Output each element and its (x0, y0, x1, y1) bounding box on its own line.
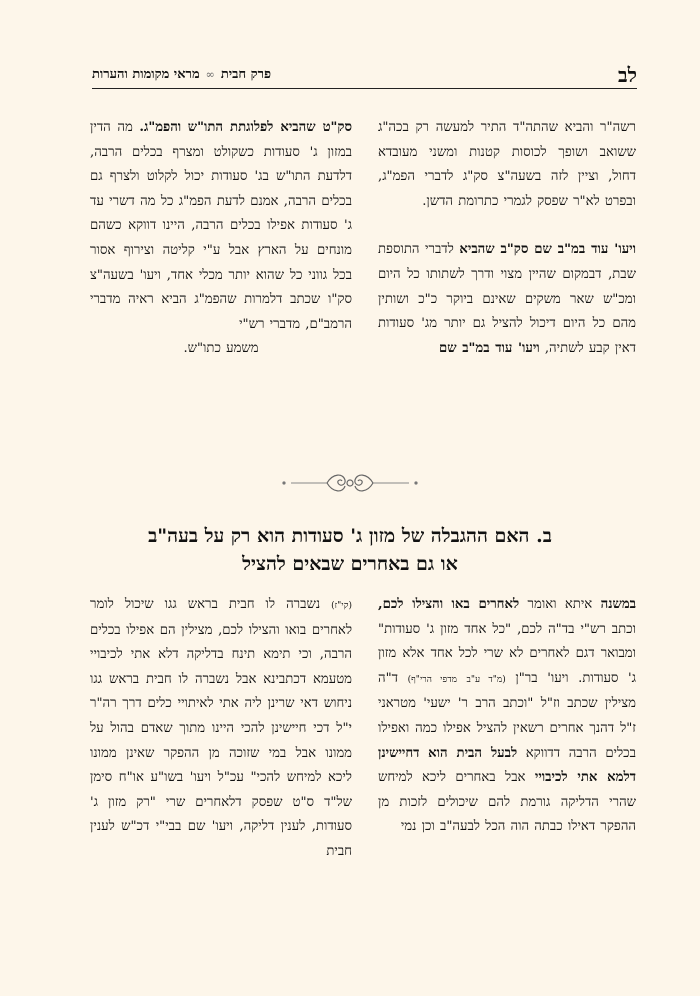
paragraph (90, 593, 352, 865)
text-line: שהיין מצוי ודרך לשתותו כל היום (378, 266, 556, 282)
text-line: כלים דרך רה"ר י"ל דכי חיישינן להכי (90, 696, 352, 736)
text-line: כשקולט ומצרף בכלים הרבה, דלדעת (90, 144, 352, 185)
running-header (92, 64, 637, 86)
text-line: נשברה לו חבית בראש גגו שיכול (124, 597, 332, 612)
section-title-header: מראי מקומות והערות (92, 67, 200, 82)
header-rule (92, 88, 637, 89)
text-line: הם אפילו בכלים הרבה, וכי תימא תינח (90, 622, 352, 663)
text-line: רק בכה"ג ששואב ושופך לכוסות (378, 120, 636, 160)
header-separator-ornament: ∞ (205, 68, 215, 81)
text-line: לדברי התוספת שבת, דבמקום (378, 242, 636, 282)
text-line: מה הדין במזון ג' סעודות (90, 120, 352, 160)
text-line: אבל (505, 770, 535, 786)
chapter-title: פרק חבית (220, 67, 272, 82)
text-line: אפילו בכלים הרבה, היינו דווקא (128, 218, 295, 234)
paragraph (378, 116, 636, 214)
text-line: וכתב רש"י (580, 621, 637, 637)
text-line: בדליקה דלא אתי לכיבויי מטעמא (90, 647, 352, 687)
bold-quote: והצילו לכם, (378, 597, 444, 612)
text-line: היינו מתוך שאדם בהול על ממונו אבל (90, 720, 352, 761)
bold-quote: דחיישינן דלמא אתי לכיבויי (378, 745, 636, 786)
paragraph-last-line: משמע כתו"ש. (183, 341, 259, 357)
paragraph-gap (378, 214, 636, 238)
text-line: קליטה וצירוף אסור בכל גווני כל (90, 242, 352, 283)
text-line: במי שזוכה מן ההפקר שאינן ממונו (90, 745, 287, 761)
column-top-left (90, 116, 352, 362)
text-line: בד"ה לכם, "כל אחד מזון ג' סעודות" (378, 621, 575, 637)
section-heading (100, 522, 600, 578)
column-bottom-left (90, 593, 352, 865)
text-line: דכתבינא אבל נשברה לו חבית בראש (109, 671, 307, 687)
text-line: לומר לאחרים בואו והצילו לכם, מצילין (90, 597, 352, 638)
small-reference: (קי"ז) (331, 601, 352, 611)
text-line: ד"ה מצילין שכתב וז"ל (378, 670, 636, 712)
text-line: ולצרף גם בכלים הרבה, אמנם לדעת (90, 169, 352, 209)
text-line: רשה"ר והביא שהתה"ד התיר למעשה (435, 120, 636, 135)
text-line: קבע לשתיה, (539, 340, 610, 356)
text-line: "וכתב הרב ר' ישעי' מטראני ז"ל דהנך (378, 696, 636, 736)
page-number: לב (618, 63, 637, 87)
text-line: שהוא יותר מכלי אחד, ויעו' בשעה"צ (90, 267, 284, 283)
text-line: שרי "רק מזון ג' סעודות, לענין דליקה, (90, 794, 352, 835)
paragraph (378, 238, 636, 361)
text-line: כ"כ ושותין מהם כל היום דיכול (378, 291, 636, 332)
small-reference: מדפי הרי"ף) (407, 674, 457, 685)
small-reference: (מ"ד ע"ב (466, 674, 506, 685)
text-line: לא"ר שפסק לגמרי כתרומת הדשן. (422, 193, 600, 209)
text-line: אחרים רשאין להציל אפילו כמה ואפילו (378, 720, 584, 736)
bold-quote: לבעל הבית הוא (428, 745, 518, 761)
text-line: ליכא למיחש להכי" עכ"ל ויעו' בשו"ע (150, 770, 352, 786)
text-line: אלא מזון ג' סעודות. ויעו' בר"ן (378, 646, 637, 686)
text-line: ויעו' שם בבי"י דכ"ש לענין חבית (90, 819, 352, 859)
text-line: קטנות ומשני מעובדא דחול, וציין לזה (378, 144, 636, 185)
column-top-right (378, 116, 636, 361)
text-line: ומבואר דגם לאחרים לא שרי לכל אחד (430, 646, 637, 662)
bold-lead: ויעו' עוד במ"ב שם סק"ב שהביא (459, 242, 637, 258)
text-line: התו"ש בג' סעודות יכול לקלוט (146, 169, 311, 185)
bold-reference: והפמ"ג. (139, 120, 182, 135)
section-heading-line: ב. האם ההגבלה של מזון ג' סעודות הוא רק על בעה"ב (148, 525, 552, 547)
text-line: באחרים ליכא למיחש שהרי הדליקה (378, 770, 636, 810)
text-line: בכלים הרבה דדווקא (517, 745, 636, 761)
bold-reference: סק"ט שהביא לפלוגתת התו"ש (187, 120, 352, 135)
text-line: דאילו כבתה הוה הכל לבעה"ב וכן נמי (400, 819, 596, 835)
section-heading-line: או גם באחרים שבאים להציל (242, 553, 458, 575)
text-line: כשהם מונחים על הארץ אבל ע"י (90, 218, 352, 258)
text-line: גגו ניחוש דאי שרינן ליה אתי לאיתויי (90, 671, 353, 712)
bold-lead: במשנה (600, 597, 636, 612)
paragraph (378, 593, 636, 840)
bold-reference: ויעו' עוד במ"ב שם (439, 340, 540, 356)
text-line: להציל גם יותר מג' סעודות דאין (378, 316, 636, 356)
running-title (92, 66, 271, 84)
text-line: ומכ"ש שאר משקים שאינם ביוקר (446, 291, 636, 307)
text-line: איתא ואומר (519, 597, 601, 612)
ornament-divider-icon (275, 468, 425, 498)
column-bottom-right (378, 593, 636, 840)
text-line: גורמת להם שיכולים לזכות מן ההפקר (378, 794, 636, 835)
bold-quote: לאחרים באו (451, 597, 520, 612)
text-line: או"ח סימן של"ד ס"ט שפסק דלאחרים (90, 770, 352, 810)
text-line: ראיה מדברי הרמב"ם, מדברי רש"י (90, 292, 352, 332)
text-line: הפמ"ג כל מה דשרי עד ג' סעודות (90, 193, 352, 234)
text-line: סק"ו שכתב דלמרות שהפמ"ג הביא (161, 292, 352, 308)
paragraph (90, 116, 352, 337)
text-line: בשעה"צ סק"ג לדברי הפמ"ג, ובפרט (378, 169, 636, 209)
